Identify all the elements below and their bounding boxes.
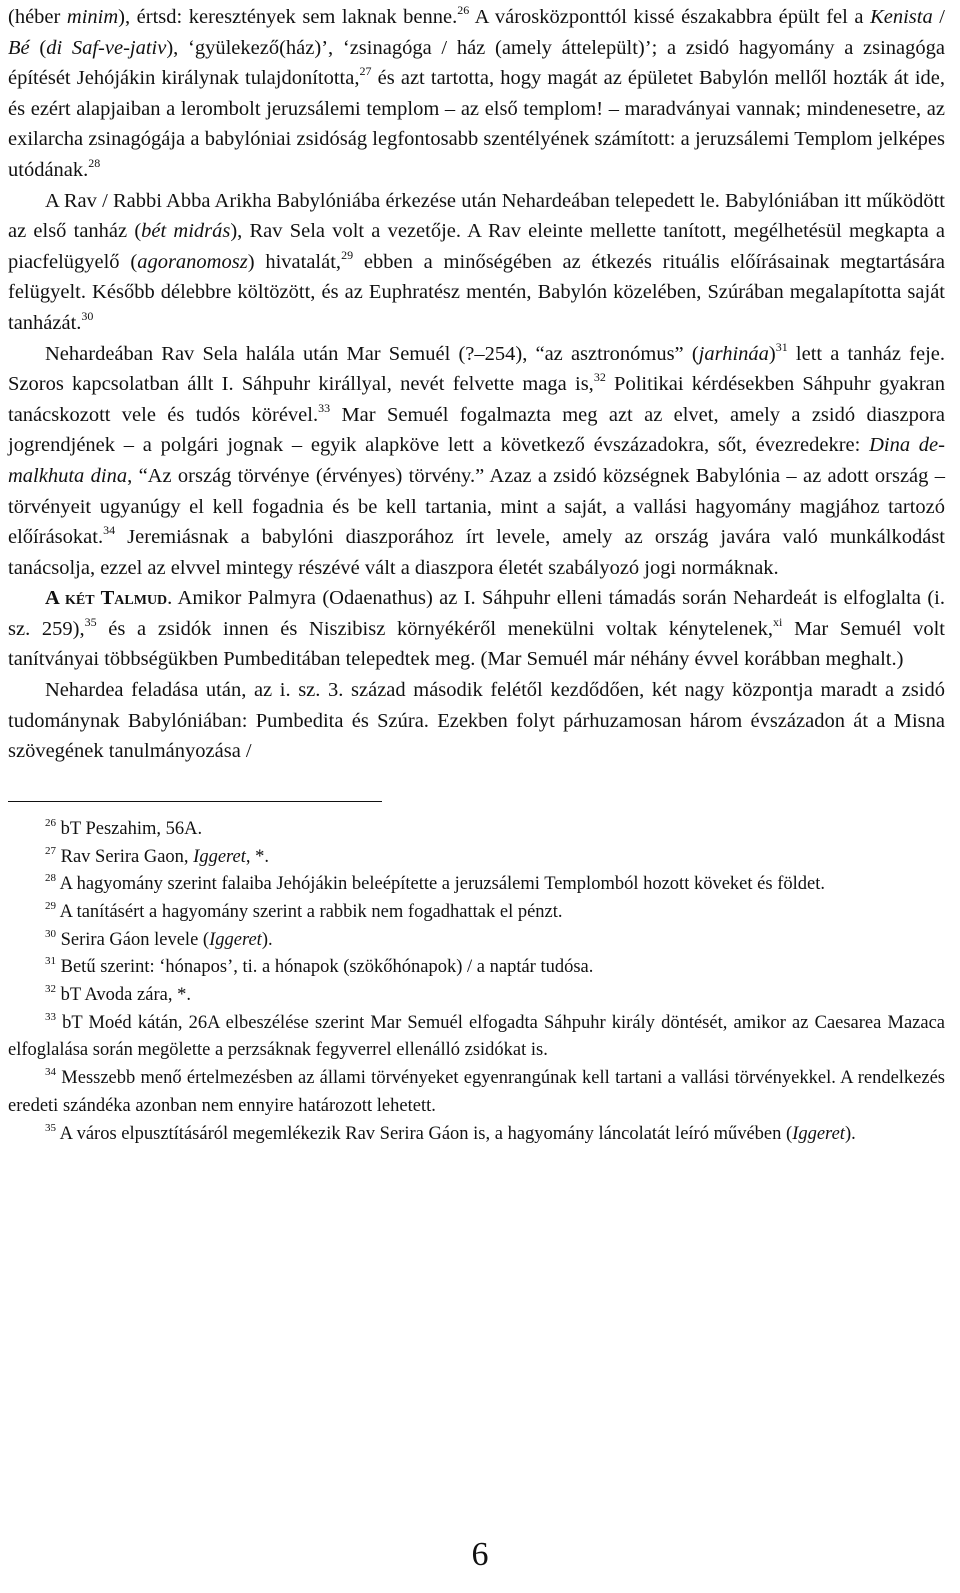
text-run: ), értsd: keresztények sem laknak benne. [118, 6, 458, 28]
footnote-number: 27 [45, 844, 56, 857]
text-run: Serira Gáon levele ( [60, 929, 210, 950]
footnote-number: 34 [45, 1066, 56, 1079]
section-heading: A két Talmud [45, 587, 168, 610]
text-run: bT Peszahim, 56A. [60, 818, 203, 839]
text-run: Politikai kérdésekben Sáhpuhr gyakran tanácskozott vele és tudós körével. [8, 373, 945, 426]
text-run: Betű szerint: ‘hónapos’, ti. a hónapok (szökőhónapok) / a naptár tudósa. [60, 957, 594, 978]
text-run: Mar Semuél fogalmazta meg azt az elvet, amely a zsidó diaszpora jogrendjének – a polgári jognak – egyik alapköve lett a következő évszázadokra, sőt, évezredekre: [8, 403, 946, 457]
footnote-number: 31 [45, 955, 56, 968]
text-run: bT Moéd kátán, 26A elbeszélése szerint Mar Semuél elfogadta Sáhpuhr király döntését, amikor az Caesarea Mazaca elfoglalása során megölette a perzsáknak fegyverrel ellenálló zsidókat is. [8, 1012, 946, 1061]
footnote-ref: 34 [103, 523, 116, 538]
text-run: ) [768, 342, 776, 365]
italic-text: agoranomosz [137, 250, 248, 273]
footnote-ref: 28 [88, 155, 101, 170]
text-run: Nehardeában Rav Sela halála után Mar Semuél (?–254), “az asztronómus” ( [45, 342, 699, 365]
italic-text: Dina de-malkhuta dina [8, 434, 945, 487]
paragraph-1 [8, 2, 945, 186]
footnote-ref: 31 [775, 339, 788, 354]
italic-text: di Saf-ve-jativ [46, 36, 167, 59]
italic-text: jarhináa [698, 342, 769, 365]
italic-text: Bé [8, 36, 30, 59]
main-text [8, 2, 945, 767]
text-run: A hagyomány szerint falaiba Jehójákin beleépítette a jeruzsálemi Templomból hozott köveket és földet. [59, 874, 825, 895]
footnote-33 [8, 1010, 945, 1065]
page-number: 6 [471, 1536, 489, 1573]
footnote-number: 28 [45, 872, 56, 885]
italic-text: minim [66, 6, 119, 28]
footnote-number: 29 [45, 899, 56, 912]
footnote-28 [8, 871, 945, 899]
text-run: A város elpusztításáról megemlékezik Rav Serira Gáon is, a hagyomány láncolatát leíró művében ( [59, 1123, 793, 1144]
paragraph-4 [8, 583, 945, 675]
text-run: . Amikor Palmyra (Odaenathus) az I. Sáhpuhr elleni támadás során Nehardeát is elfoglalta (i. sz. 259), [8, 587, 945, 640]
footnote-34 [8, 1065, 945, 1120]
italic-text: Kenista [870, 6, 933, 28]
text-run: A városközponttól kissé északabbra épült fel a [469, 6, 871, 28]
italic-text: Iggeret [209, 929, 262, 950]
footnote-divider [8, 801, 382, 802]
text-run: ebben a minőségében az étkezés rituális előírásainak megtartására felügyelt. Később délebbre költözött, és az Euphratész mentén, Babylón közelében, Szúrában megalapította saját tanházát. [8, 250, 946, 334]
paragraph-3 [8, 339, 945, 584]
footnote-35 [8, 1121, 945, 1149]
footnote-ref: 26 [457, 3, 470, 17]
text-run: ). [261, 929, 273, 950]
footnote-ref: 27 [359, 64, 372, 79]
footnote-number: 30 [45, 927, 56, 940]
text-run: és azt tartotta, hogy magát az épületet Babylón mellől hozták át ide, és ezért alapjaiban a lerombolt jeruzsálemi templom – az első templom! – maradványai vannak; mindenesetre, az exilarcha zsinagógája a babylóniai zsidóság legfontosabb szentélyének számított: a jeruzsálemi Templom jelképes utódának. [8, 67, 945, 181]
footnote-ref: 32 [593, 370, 606, 385]
text-run: , *. [245, 846, 270, 867]
text-run: ), Rav Sela volt a vezetője. A Rav eleinte mellette tanított, megélhetésül megkapta a piacfelügyelő ( [8, 220, 945, 273]
text-run: és a zsidók innen és Niszibisz környékéről menekülni voltak kénytelenek, [96, 617, 774, 640]
text-run: bT Avoda zára, *. [60, 985, 191, 1006]
footnote-27 [8, 844, 945, 872]
paragraph-5 [8, 675, 945, 767]
text-run: Rav Serira Gaon, [60, 846, 194, 867]
footnote-ref: 33 [318, 400, 331, 415]
text-run: , “Az ország törvénye (érvényes) törvény.” Azaz a zsidó községnek Babylónia – az adott ország – törvényeit ugyanúgy el kell fogadnia és be kell tartania, mint a saját, a vallási hagyomány magjához tartozó előírásokat. [8, 464, 945, 549]
text-run: lett a tanház feje. Szoros kapcsolatban állt I. Sáhpuhr királlyal, nevét felvette maga is, [8, 342, 945, 396]
text-run: A Rav / Rabbi Abba Arikha Babylóniába érkezése után Nehardeában telepedett le. Babylóniában itt működött az első tanház ( [8, 189, 945, 243]
footnote-31 [8, 954, 945, 982]
text-run: ), ‘gyülekező(ház)’, ‘zsinagóga / ház (amely áttelepült)’; a zsidó hagyomány a zsinagóga építését Jehójákin királynak tulajdonította, [8, 36, 945, 90]
footnote-32 [8, 982, 945, 1010]
text-run: A tanításért a hagyomány szerint a rabbik nem fogadhattak el pénzt. [59, 901, 563, 922]
text-run: (héber [8, 6, 67, 28]
text-run: / [932, 6, 945, 28]
footnote-ref: 29 [341, 247, 354, 262]
footnote-number: 32 [45, 983, 56, 996]
footnote-29 [8, 899, 945, 927]
italic-text: bét midrás [141, 220, 231, 243]
footnote-ref: 35 [84, 614, 97, 629]
footnotes [8, 816, 945, 1148]
text-run: ) hivatalát, [247, 250, 342, 273]
text-run: Jeremiásnak a babylóni diaszporához írt levele, amely az ország javára való munkálkodást tanácsolja, ezzel az elvvel mintegy részévé vált a diaszpora életét szabályozó jogi normáknak. [8, 526, 945, 579]
text-run: ). [844, 1123, 856, 1144]
paragraph-2 [8, 186, 945, 339]
footnote-26 [8, 816, 945, 844]
footnote-number: 33 [45, 1010, 56, 1023]
footnote-ref: 30 [81, 308, 94, 323]
footnote-30 [8, 927, 945, 955]
footnote-number: 35 [45, 1121, 56, 1134]
text-run: Nehardea feladása után, az i. sz. 3. század második felétől kezdődően, két nagy központja maradt a zsidó tudománynak Babylóniában: Pumbedita és Szúra. Ezekben folyt párhuzamosan három évszázadon át a Misna szövegének tanulmányozása / [8, 679, 945, 763]
footnote-ref: xi [773, 614, 783, 629]
text-run: Messzebb menő értelmezésben az állami törvényeket egyenrangúnak kell tartani a vallási törvényekkel. A rendelkezés eredeti szándéka azonban nem ennyire határozott lehetett. [8, 1068, 946, 1116]
text-run: Mar Semuél volt tanítványai többségükben Pumbeditában telepedtek meg. (Mar Semuél már néhány évvel korábban meghalt.) [8, 617, 945, 671]
text-run: ( [29, 36, 47, 59]
italic-text: Iggeret [792, 1123, 845, 1144]
footnote-number: 26 [45, 816, 56, 829]
italic-text: Iggeret [193, 846, 246, 867]
document-page [8, 0, 945, 1148]
